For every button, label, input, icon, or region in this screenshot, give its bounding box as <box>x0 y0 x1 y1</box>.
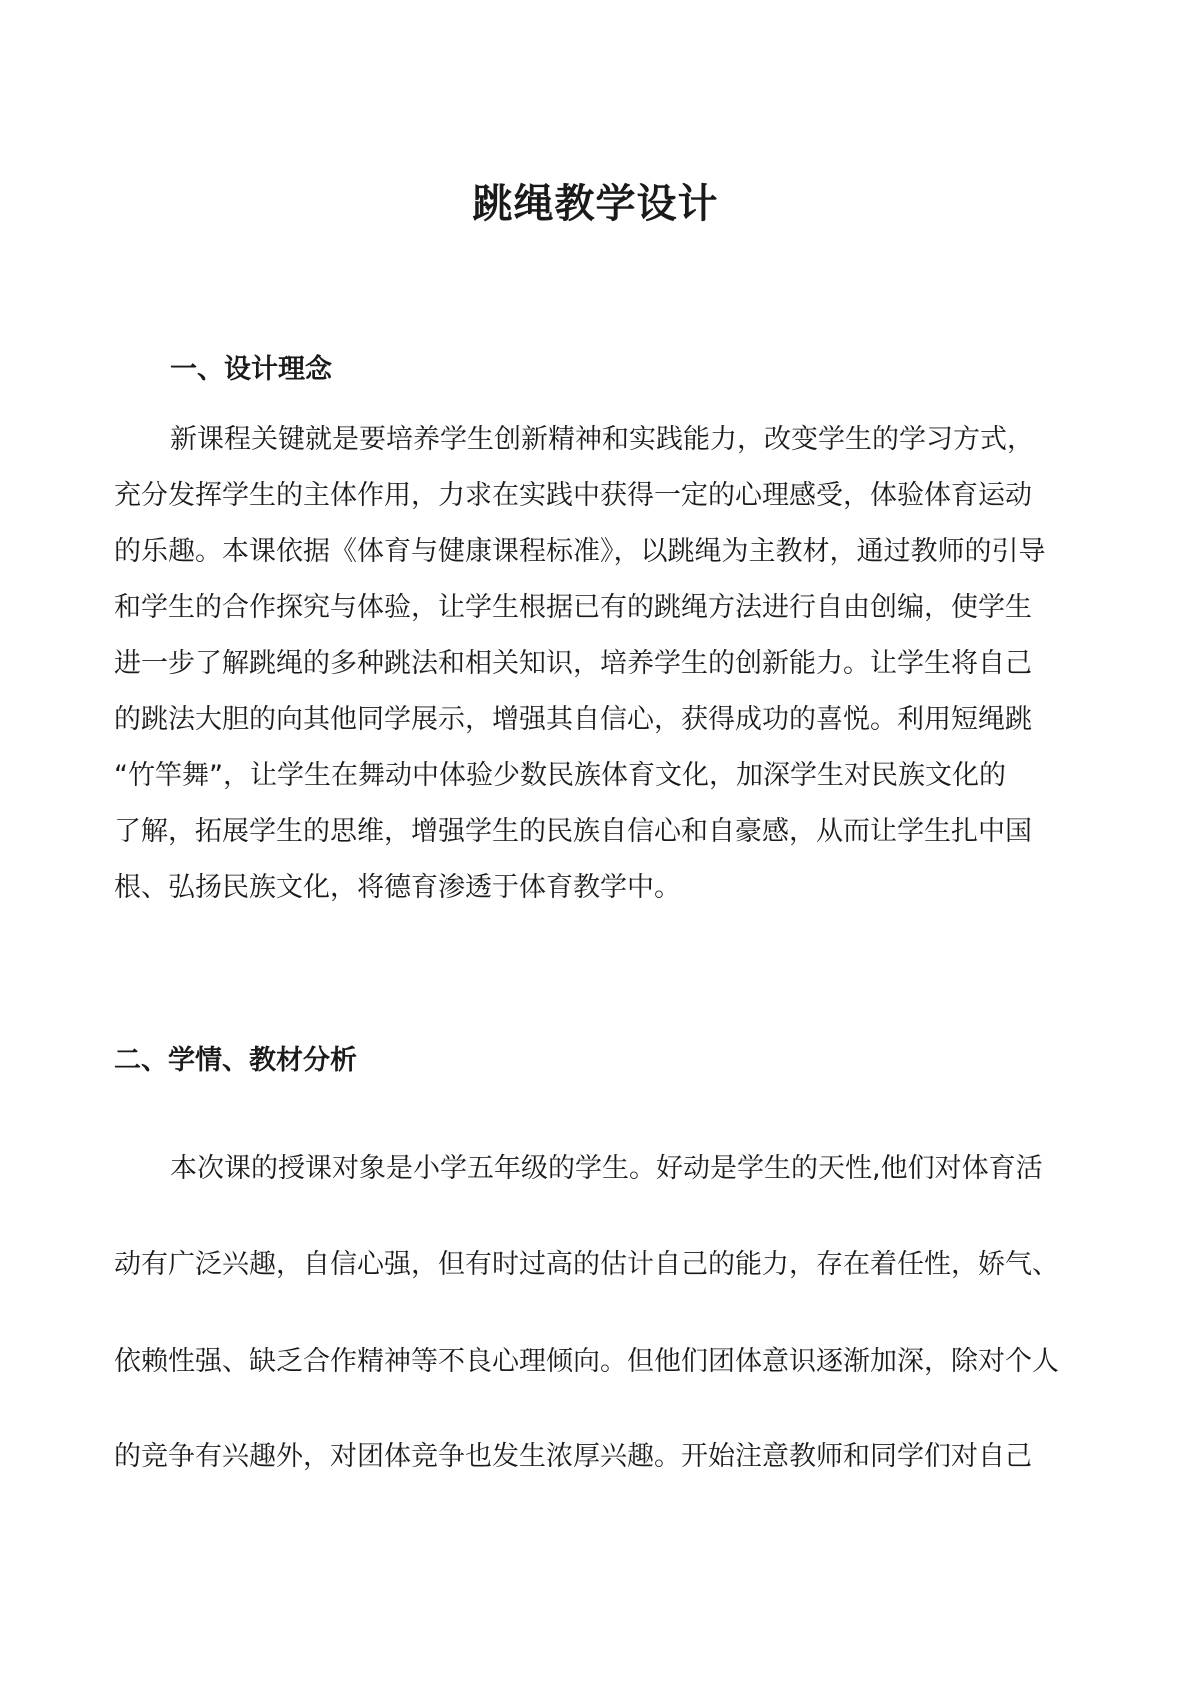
document-title: 跳绳教学设计 <box>472 181 719 227</box>
paragraph-line: “竹竿舞”，让学生在舞动中体验少数民族体育文化，加深学生对民族文化的 <box>114 760 1006 791</box>
paragraph-line: 了解，拓展学生的思维，增强学生的民族自信心和自豪感，从而让学生扎中国 <box>114 816 1032 847</box>
paragraph-line: 进一步了解跳绳的多种跳法和相关知识，培养学生的创新能力。让学生将自己 <box>114 648 1032 679</box>
paragraph-line: 的竞争有兴趣外，对团体竞争也发生浓厚兴趣。开始注意教师和同学们对自己 <box>114 1441 1032 1472</box>
paragraph-line: 的跳法大胆的向其他同学展示，增强其自信心，获得成功的喜悦。利用短绳跳 <box>114 704 1032 735</box>
paragraph-line: 依赖性强、缺乏合作精神等不良心理倾向。但他们团体意识逐渐加深，除对个人 <box>114 1346 1059 1377</box>
section-heading-student-material-analysis: 二、学情、教材分析 <box>114 1045 357 1076</box>
section-heading-design-concept: 一、设计理念 <box>170 354 332 385</box>
paragraph-line: 和学生的合作探究与体验，让学生根据已有的跳绳方法进行自由创编，使学生 <box>114 592 1032 623</box>
paragraph-line: 根、弘扬民族文化，将德育渗透于体育教学中。 <box>114 872 681 903</box>
paragraph-line: 动有广泛兴趣，自信心强，但有时过高的估计自己的能力，存在着任性，娇气、 <box>114 1249 1059 1280</box>
paragraph-line: 新课程关键就是要培养学生创新精神和实践能力，改变学生的学习方式， <box>170 424 1034 455</box>
paragraph-line: 的乐趣。本课依据《体育与健康课程标准》，以跳绳为主教材，通过教师的引导 <box>114 536 1046 567</box>
paragraph-line: 充分发挥学生的主体作用，力求在实践中获得一定的心理感受，体验体育运动 <box>114 480 1032 511</box>
paragraph-line: 本次课的授课对象是小学五年级的学生。好动是学生的天性,他们对体育活 <box>170 1153 1043 1184</box>
